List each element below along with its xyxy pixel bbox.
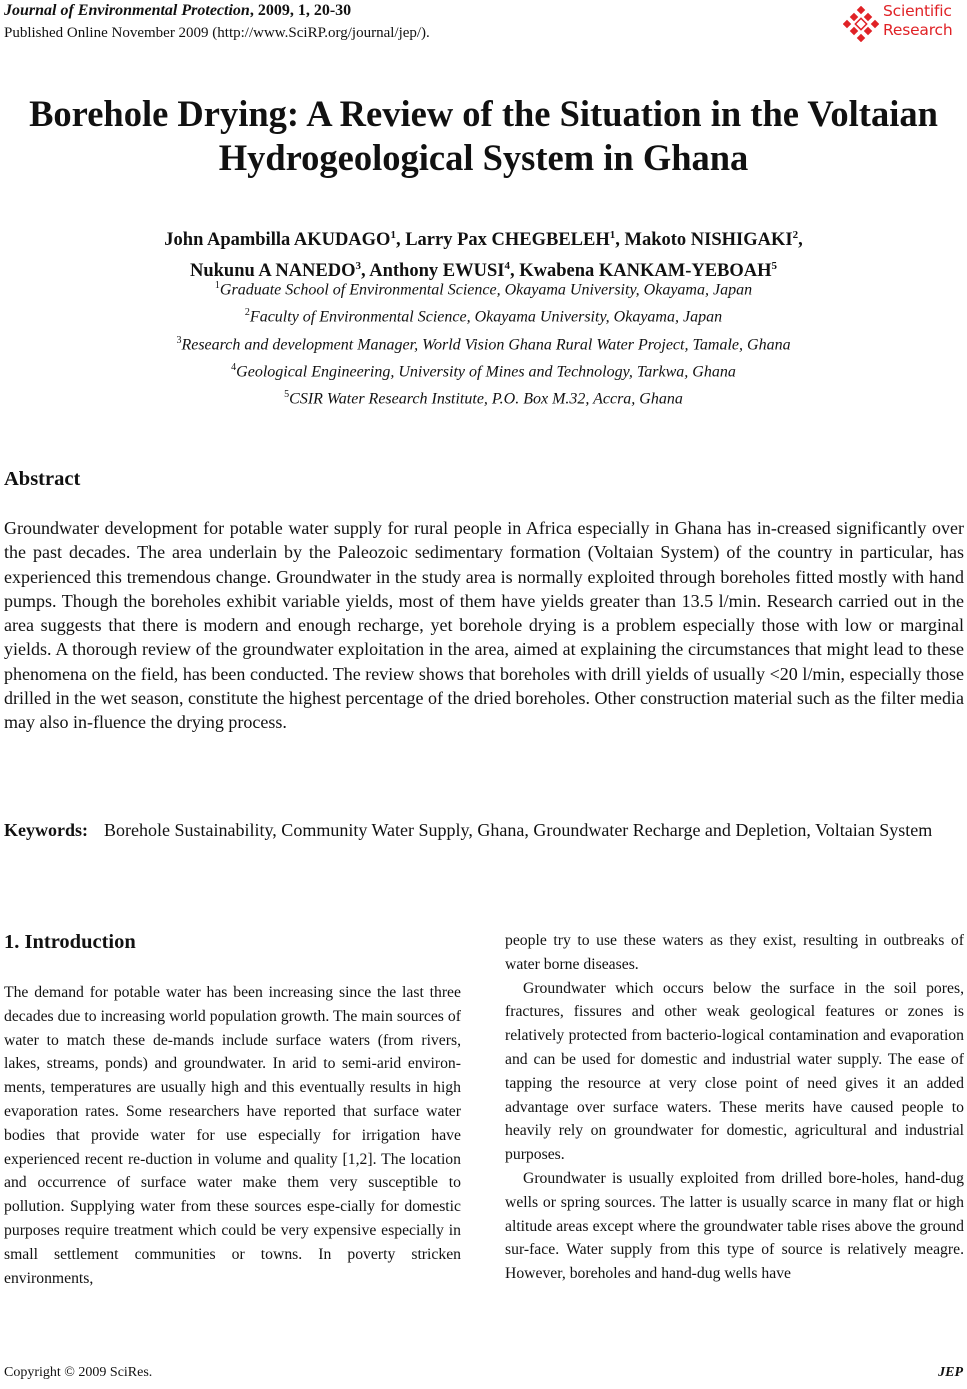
journal-name: Journal of Environmental Protection: [4, 2, 250, 19]
title-line-2: Hydrogeological System in Ghana: [218, 137, 749, 178]
author-affiliation-mark: 4: [504, 260, 510, 273]
affiliation-item: $^4$Geological Engineering, University of Mines and Technology, Tarkwa, Ghana: [231, 361, 736, 381]
author-name: John Apambilla AKUDAGO: [164, 230, 391, 251]
abstract-heading: Abstract: [4, 468, 81, 490]
author-line-1: John Apambilla AKUDAGO$^1$, Larry Pax CHEGBELEH$^1$, Makoto NISHIGAKI$^2$,: [164, 229, 803, 251]
right-column: [505, 929, 964, 1286]
footer-journal-abbr: JEP: [938, 1365, 963, 1380]
title-line-1: Borehole Drying: A Review of the Situation in the Voltaian: [29, 93, 938, 134]
author-name: Kwabena KANKAM-YEBOAH: [519, 261, 772, 282]
author-name: Makoto NISHIGAKI: [624, 230, 793, 251]
affiliation-item: $^2$Faculty of Environmental Science, Okayama University, Okayama, Japan: [244, 307, 723, 326]
keywords-label: Keywords:: [4, 820, 88, 840]
author-affiliation-mark: 1: [609, 229, 616, 241]
journal-citation: , 2009, 1, 20-30: [249, 2, 352, 19]
left-column: [4, 981, 461, 1290]
affiliation-item: $^3$Research and development Manager, World Vision Ghana Rural Water Project, Tamale, Ghana: [176, 334, 791, 353]
author-name: Larry Pax CHEGBELEH: [405, 230, 610, 251]
footer-copyright: Copyright © 2009 SciRes.: [4, 1365, 153, 1380]
affiliation-list: [0, 274, 967, 411]
paragraph: Groundwater is usually exploited from drilled bore-holes, hand-dug wells or spring sources. The latter is usually scarce in many flat or high altitude areas except where the groundwater table rises above the ground sur-face. Water supply from this type of source is relatively meagre. However, boreholes and hand-dug wells have: [505, 1169, 964, 1283]
affiliation-item: $^5$CSIR Water Research Institute, P.O. Box M.32, Accra, Ghana: [284, 389, 683, 408]
author-line-2: Nukunu A NANEDO$^3$, Anthony EWUSI$^4$, Kwabena KANKAM-YEBOAH$^5$: [189, 260, 778, 282]
logo-text: [883, 2, 953, 40]
abstract-text: Groundwater development for potable water supply for rural people in Africa especially in Ghana has in-creased significantly over the past decades. The area underlain by the Paleozoic sedimentary formation (Voltaian System) of the country in particular, has experienced this tremendous change. Groundwater in the study area is normally exploited through boreholes fitted mostly with hand pumps. Though the boreholes exhibit variable yields, most of them have yields greater than 13.5 l/min. Research carried out in the area suggests that there is modern and enough recharge, yet borehole drying is a problem especially those with low or marginal yields. A thorough review of the groundwater exploitation in the area, aimed at explaining the circumstances that might lead to these phenomena on the field, has been conducted. The review shows that boreholes with drill yields of usually <20 l/min, especially those drilled in the wet season, constitute the highest percentage of the dried boreholes. Other construction material such as the filter media may also in-fluence the drying process.: [4, 518, 964, 733]
logo-line-1: Scientific: [883, 2, 952, 20]
logo-line-2: Research: [883, 21, 953, 39]
affiliation-item: $^1$Graduate School of Environmental Science, Okayama University, Okayama, Japan: [214, 280, 753, 299]
author-name: Anthony EWUSI: [369, 261, 505, 282]
section-heading-introduction: 1. Introduction: [4, 931, 136, 953]
author-affiliation-mark: 2: [792, 229, 799, 241]
logo-diamond-icon: [843, 6, 879, 42]
author-affiliation-mark: 3: [355, 260, 362, 273]
keywords-text: Borehole Sustainability, Community Water Supply, Ghana, Groundwater Recharge and Depletion, Voltaian System: [104, 820, 933, 840]
journal-header: [4, 2, 351, 20]
paragraph: people try to use these waters as they exist, resulting in outbreaks of water borne diseases.: [505, 932, 964, 973]
paragraph: Groundwater which occurs below the surface in the soil pores, fractures, fissures and other weak geological features or zones is relatively protected from bacterio-logical contamination and evaporation and can be used for domestic and industrial water supply. The ease of tapping the resource at very close point of need gives it an added advantage over surface waters. These merits have caused people to heavily rely on groundwater for domestic, agricultural and industrial purposes.: [505, 979, 964, 1164]
paragraph: The demand for potable water has been increasing since the last three decades due to increasing world population growth. The main sources of water to match these de-mands include surface waters (from rivers, lakes, streams, ponds) and groundwater. In arid to semi-arid environ-ments, temperatures are usually high and this eventually results in high evaporation rates. Some researchers have reported that surface water bodies that provide water for use especially for irrigation have experienced recent re-duction in volume and quality [1,2]. The location and occurrence of surface water make them very susceptible to pollution. Supplying water from these sources espe-cially for domestic purposes require treatment which could be very expensive especially in small settlement communities or towns. In poverty stricken environments,: [4, 984, 461, 1287]
author-affiliation-mark: 5: [771, 260, 778, 273]
paper-title: [0, 92, 967, 180]
published-online-line: Published Online November 2009 (http://www.SciRP.org/journal/jep/).: [4, 25, 430, 41]
author-name: Nukunu A NANEDO: [189, 261, 356, 282]
publisher-logo: [843, 2, 961, 46]
author-affiliation-mark: 1: [390, 229, 396, 241]
